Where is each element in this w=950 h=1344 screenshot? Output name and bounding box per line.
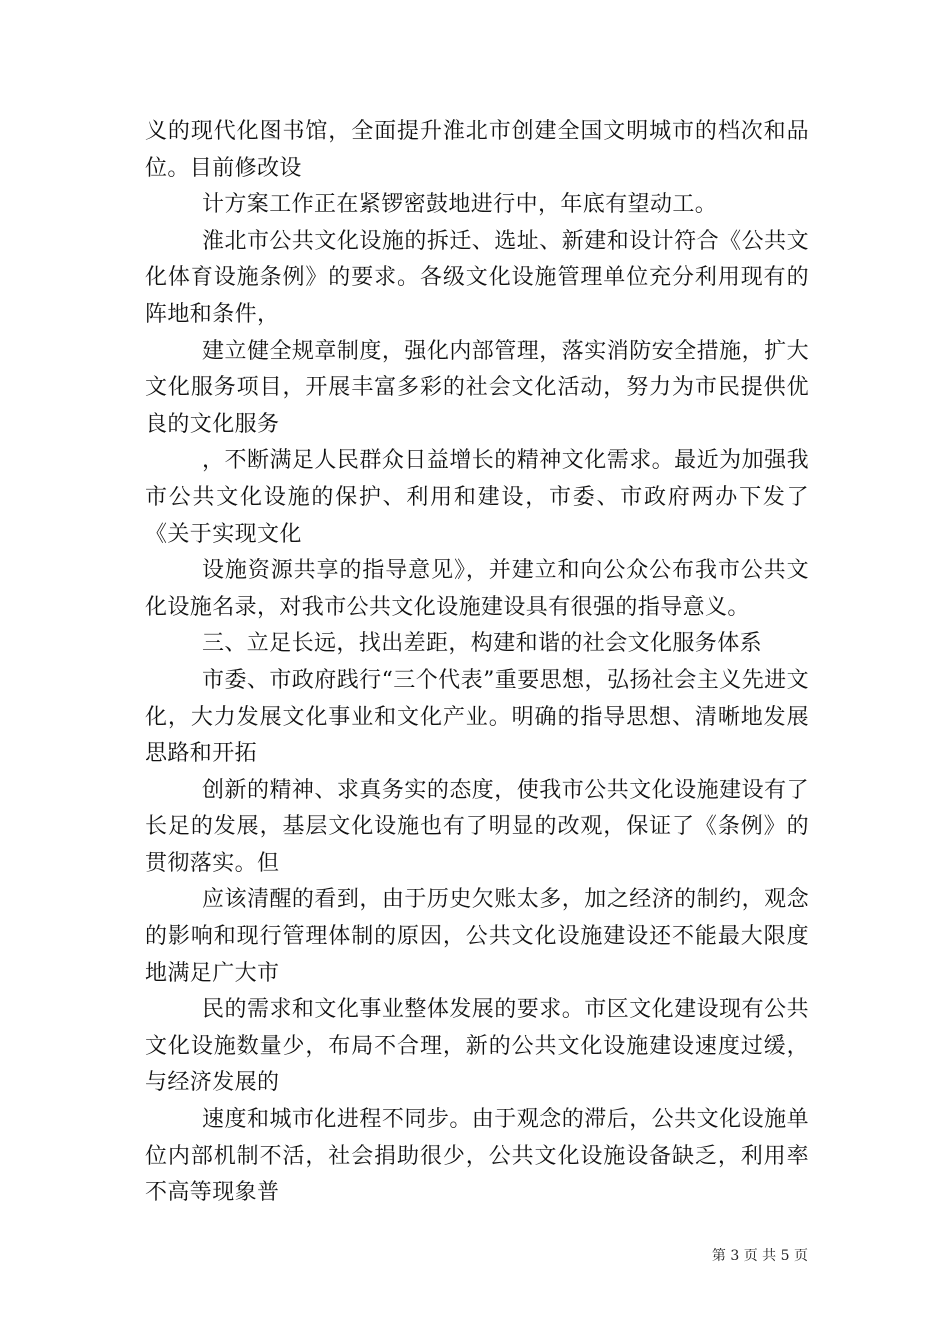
section-heading: 三、立足长远，找出差距，构建和谐的社会文化服务体系 <box>202 631 763 657</box>
paragraph-3: 淮北市公共文化设施的拆迁、选址、新建和设计符合《公共文化体育设施条例》的要求。各级文化设施管理单位充分利用现有的阵地和条件， <box>145 228 809 327</box>
paragraph-1: 义的现代化图书馆，全面提升淮北市创建全国文明城市的档次和品位。目前修改设 <box>145 119 809 181</box>
paragraph-8: 市委、市政府践行“三个代表”重要思想，弘扬社会主义先进文化，大力发展文化事业和文化产业。明确的指导思想、清晰地发展思路和开拓 <box>145 667 809 767</box>
body-text <box>145 114 809 1212</box>
paragraph-2: 计方案工作正在紧锣密鼓地进行中，年底有望动工。 <box>202 192 718 218</box>
page-number-footer: 第 3 页 共 5 页 <box>711 1248 808 1264</box>
paragraph-10: 应该清醒的看到，由于历史欠账太多，加之经济的制约，观念的影响和现行管理体制的原因，公共文化设施建设还不能最大限度地满足广大市 <box>145 887 809 986</box>
paragraph-11: 民的需求和文化事业整体发展的要求。市区文化建设现有公共文化设施数量少，布局不合理，新的公共文化设施建设速度过缓，与经济发展的 <box>145 997 809 1096</box>
paragraph-6: 设施资源共享的指导意见》，并建立和向公众公布我市公共文化设施名录，对我市公共文化设施建设具有很强的指导意义。 <box>145 558 809 620</box>
paragraph-12: 速度和城市化进程不同步。由于观念的滞后，公共文化设施单位内部机制不活，社会捐助很少，公共文化设施设备缺乏，利用率不高等现象普 <box>145 1107 809 1206</box>
paragraph-9: 创新的精神、求真务实的态度，使我市公共文化设施建设有了长足的发展，基层文化设施也有了明显的改观，保证了《条例》的贯彻落实。但 <box>145 777 809 876</box>
paragraph-4: 建立健全规章制度，强化内部管理，落实消防安全措施，扩大文化服务项目，开展丰富多彩的社会文化活动，努力为市民提供优良的文化服务 <box>145 338 809 437</box>
paragraph-5: ，不断满足人民群众日益增长的精神文化需求。最近为加强我市公共文化设施的保护、利用和建设，市委、市政府两办下发了《关于实现文化 <box>145 448 809 547</box>
